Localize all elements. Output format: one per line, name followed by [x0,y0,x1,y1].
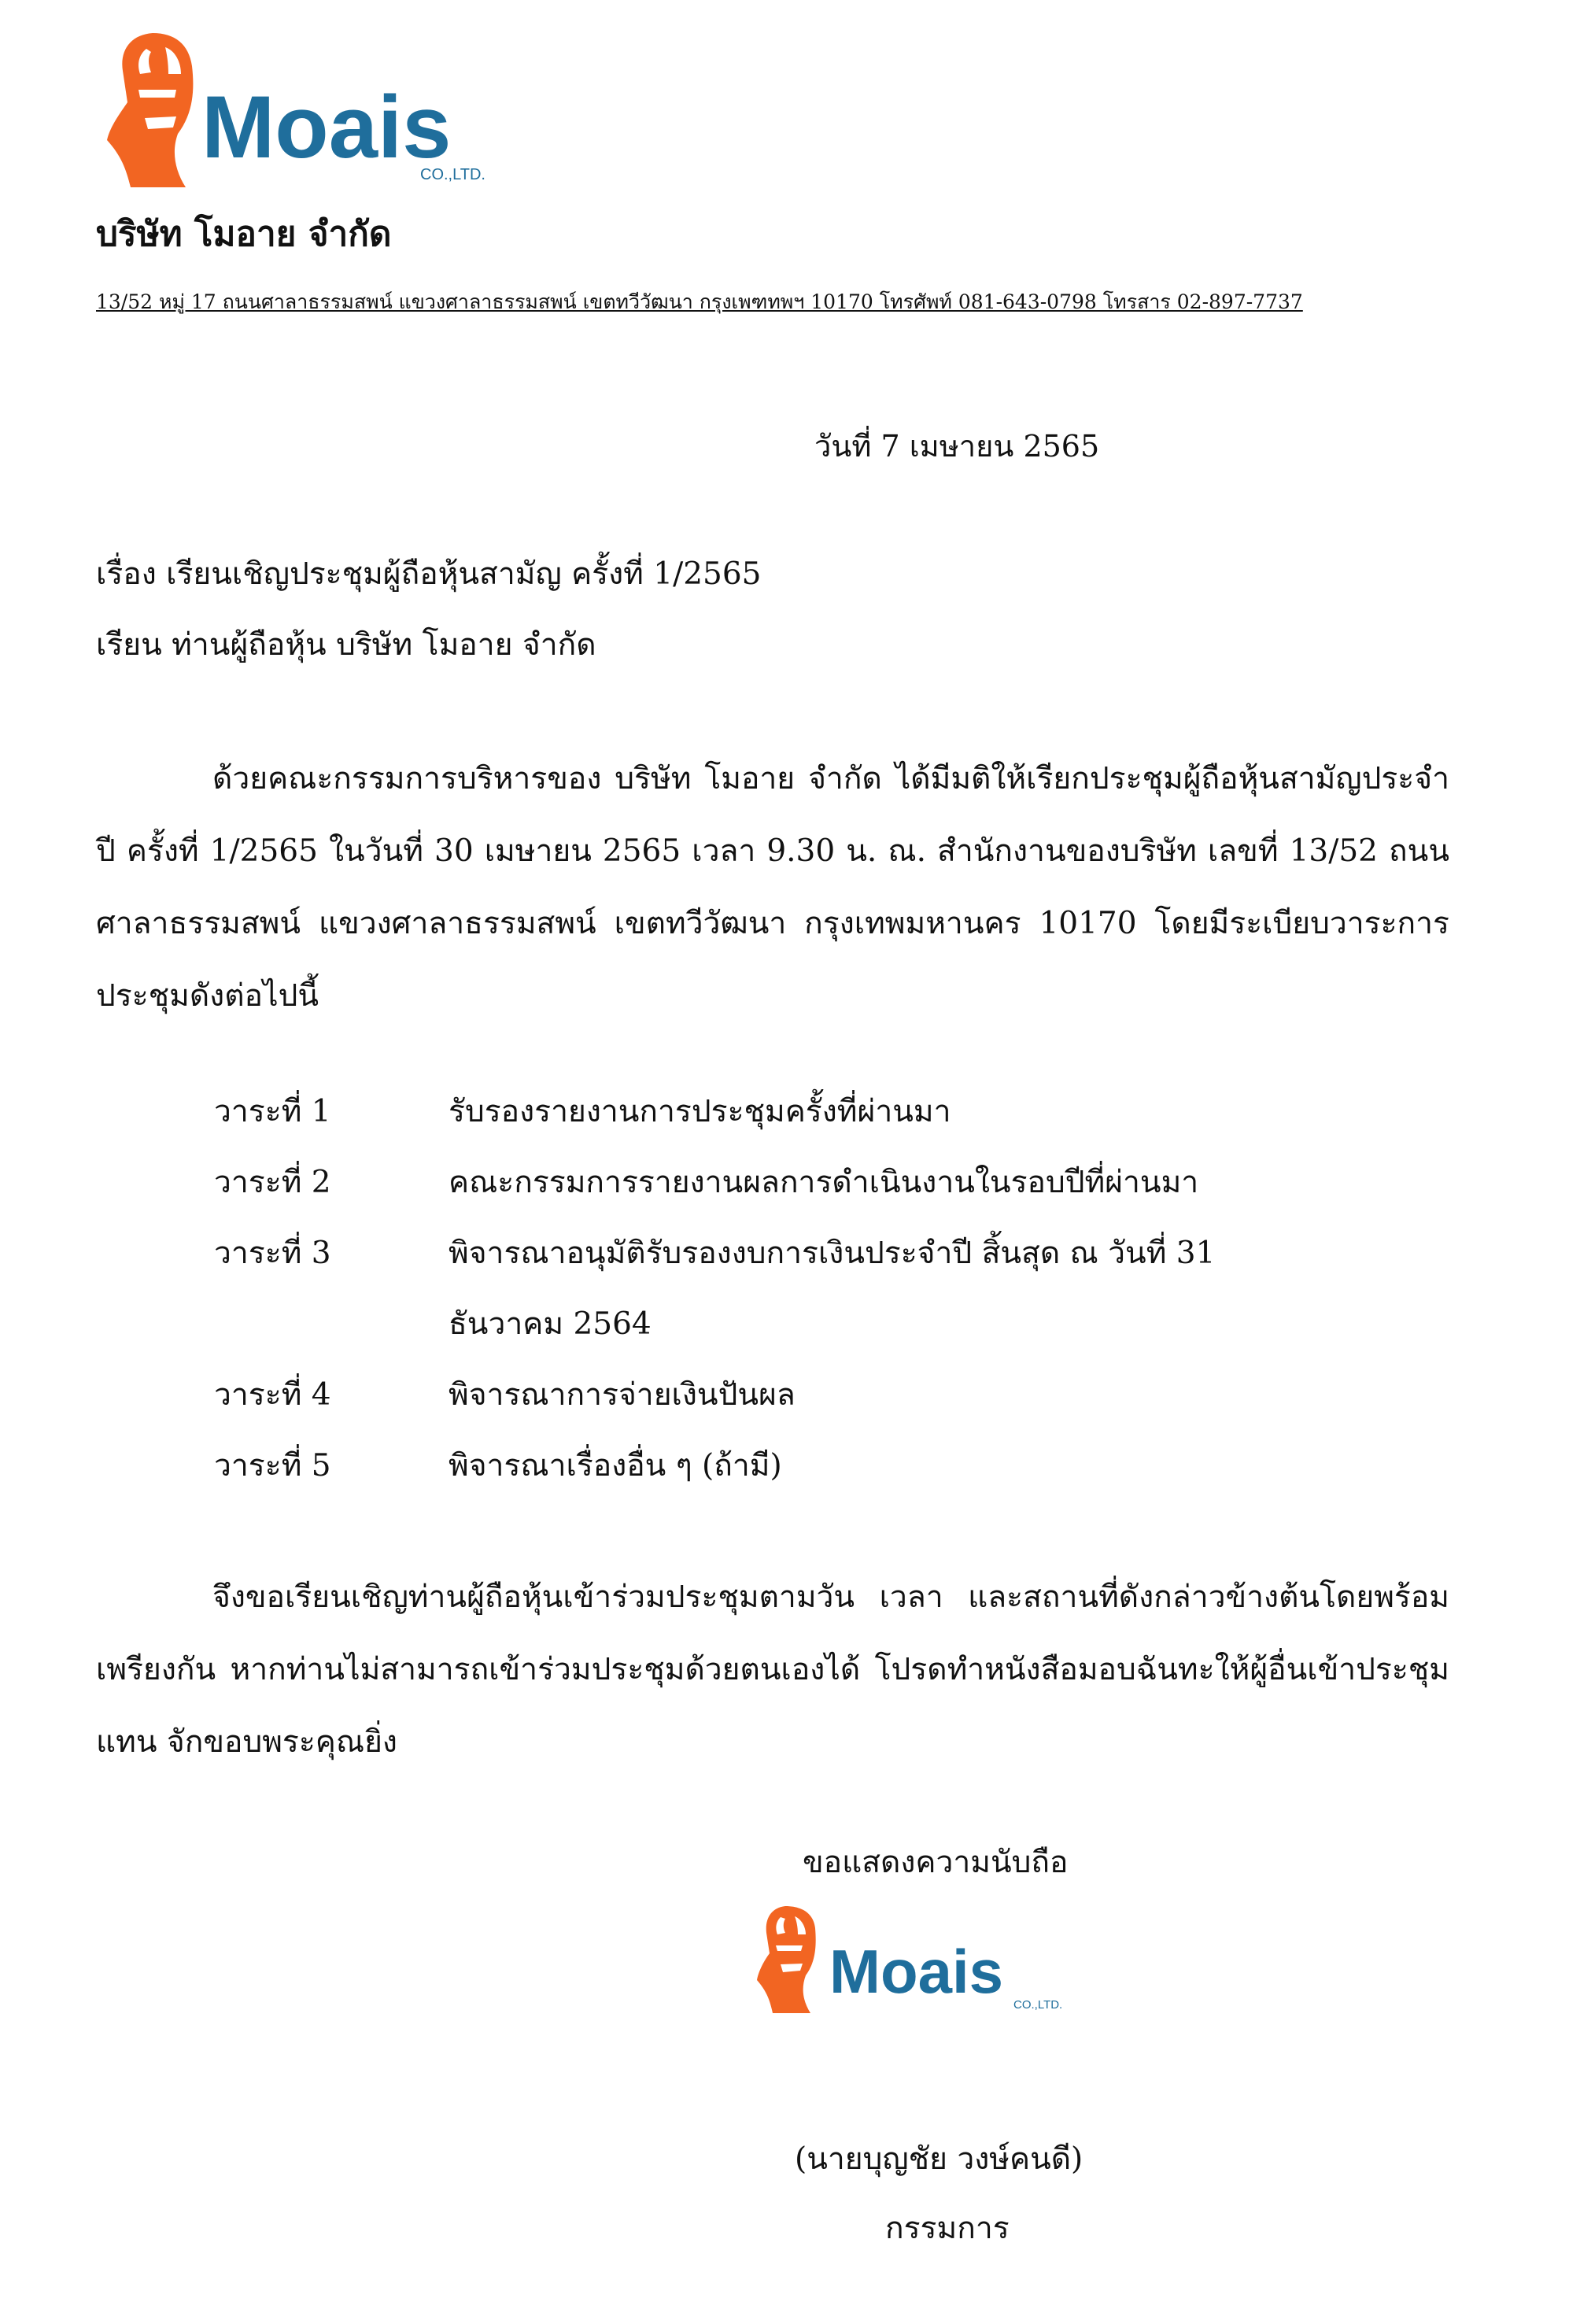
stamp-subtext: CO.,LTD. [1013,1998,1063,2012]
signer-title: กรรมการ [885,2211,1010,2246]
agenda-text: รับรองรายงานการประชุมครั้งที่ผ่านมา [449,1094,951,1129]
logo-wordmark: Moais [201,78,452,176]
agenda-item [214,1360,1394,1431]
signer-name: (นายบุญชัย วงษ์คนดี) [795,2141,1083,2177]
company-name: บริษัท โมอาย จำกัด [96,214,392,254]
agenda-label: วาระที่ 1 [214,1094,331,1129]
agenda-label: วาระที่ 3 [214,1236,331,1271]
agenda-text: พิจารณาอนุมัติรับรองงบการเงินประจำปี สิ้นสุด ณ วันที่ 31 ธันวาคม 2564 [449,1236,1216,1342]
company-logo [99,30,540,191]
stamp-wordmark: Moais [829,1937,1004,2006]
closing-text: ขอแสดงความนับถือ [803,1845,1069,1880]
company-address: 13/52 หมู่ 17 ถนนศาลาธรรมสพน์ แขวงศาลาธรรมสพน์ เขตทวีวัฒนา กรุงเพฑทพฯ 10170 โทรศัพท์ 081-643-0798 โทรสาร 02-897-7737 [96,290,1303,313]
letter-subject: เรื่อง เรียนเชิญประชุมผู้ถือหุ้นสามัญ ครั้งที่ 1/2565 [96,556,762,592]
agenda-text: พิจารณาการจ่ายเงินปันผล [449,1377,796,1413]
invitation-paragraph: จึงขอเรียนเชิญท่านผู้ถือหุ้นเข้าร่วมประชุมตามวัน เวลา และสถานที่ดังกล่าวข้างต้นโดยพร้อมเพรียงกัน หากท่านไม่สามารถเข้าร่วมประชุมด้วยตนเองได้ โปรดทำหนังสือมอบฉันทะให้ผู้อื่นเข้าประชุมแทน จักขอบพระคุณยิ่ง [96,1580,1449,1760]
logo-subtext: CO.,LTD. [420,166,485,183]
moai-stamp-graphic [754,1905,1131,2015]
agenda-item [214,1218,1394,1360]
agenda-label: วาระที่ 4 [214,1377,331,1413]
letter-recipient: เรียน ท่านผู้ถือหุ้น บริษัท โมอาย จำกัด [96,627,596,663]
agenda-item [214,1077,1394,1147]
signature-logo [754,1905,1131,2015]
agenda-text: พิจารณาเรื่องอื่น ๆ (ถ้ามี) [449,1448,782,1483]
agenda-item [214,1431,1394,1502]
moai-logo-graphic [99,30,540,191]
letter-date: วันที่ 7 เมษายน 2565 [814,429,1100,464]
agenda-item [214,1147,1394,1218]
agenda-label: วาระที่ 2 [214,1165,331,1200]
agenda-list [214,1077,1394,1502]
intro-paragraph: ด้วยคณะกรรมการบริหารของ บริษัท โมอาย จำกัด ได้มีมติให้เรียกประชุมผู้ถือหุ้นสามัญประจำปี ครั้งที่ 1/2565 ในวันที่ 30 เมษายน 2565 เวลา 9.30 น. ณ. สำนักงานของบริษัท เลขที่ 13/52 ถนนศาลาธรรมสพน์ แขวงศาลาธรรมสพน์ เขตทวีวัฒนา กรุงเทพมหานคร 10170 โดยมีระเบียบวาระการประชุมดังต่อไปนี้ [96,761,1449,1014]
agenda-label: วาระที่ 5 [214,1448,331,1483]
agenda-text: คณะกรรมการรายงานผลการดำเนินงานในรอบปีที่ผ่านมา [449,1165,1199,1200]
